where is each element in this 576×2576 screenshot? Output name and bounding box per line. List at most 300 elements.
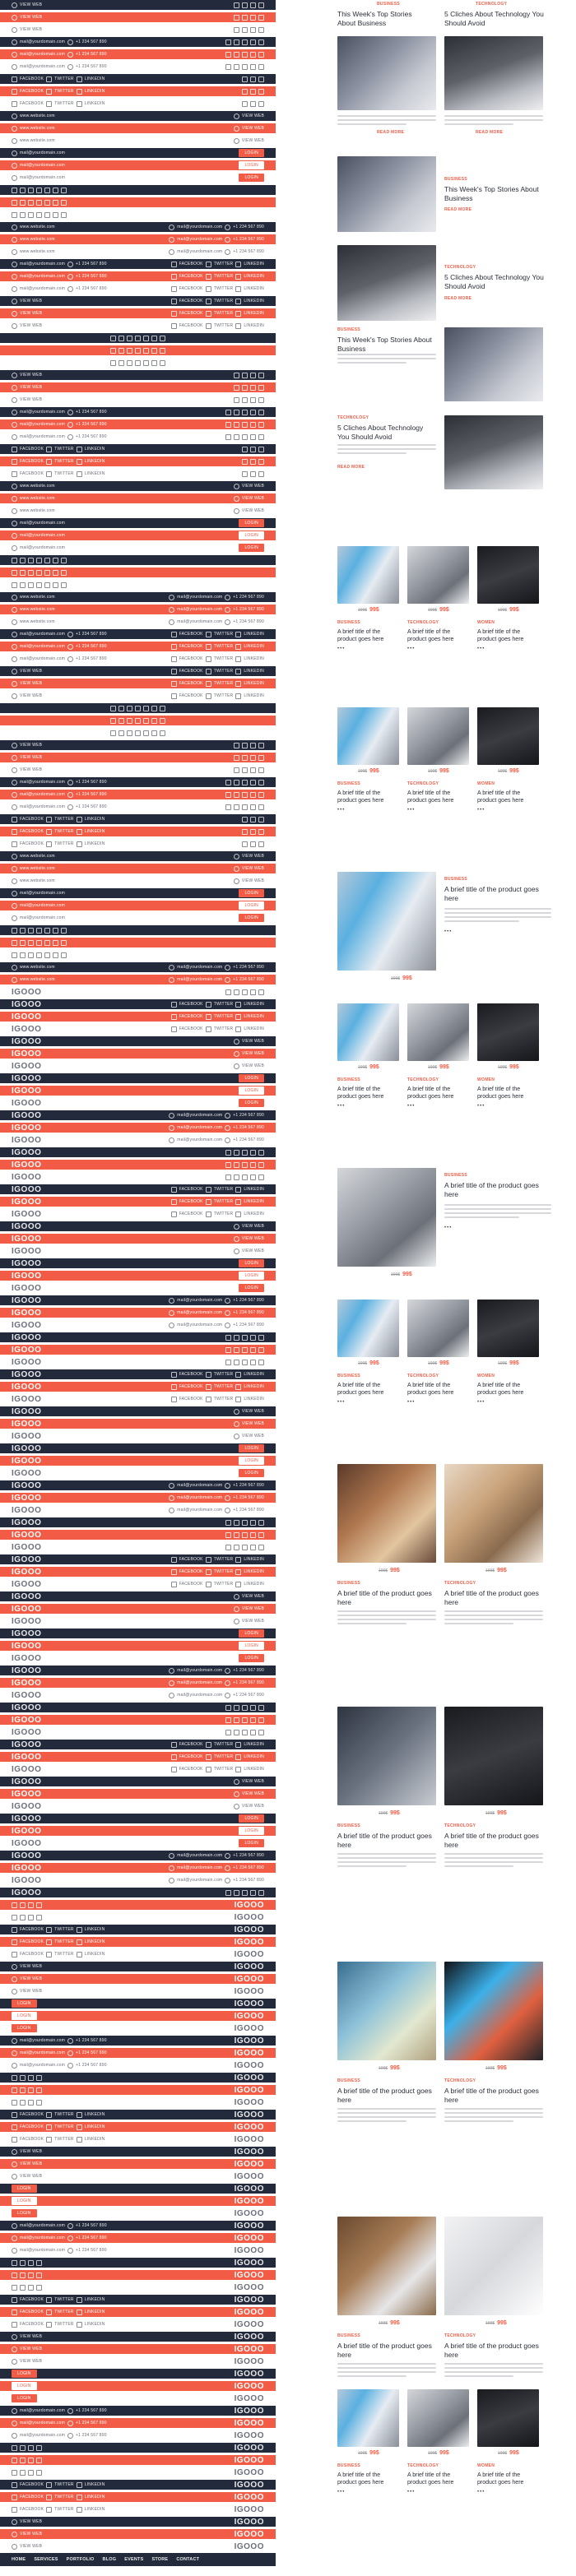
post-title[interactable]: A brief title of the product goes here (407, 1383, 454, 1396)
phone-link[interactable]: +1 234 567 890 (233, 249, 264, 254)
linkedin-icon[interactable] (235, 1557, 241, 1563)
email-link[interactable]: mail@yourdomain.com (177, 619, 223, 624)
linkedin-icon[interactable] (250, 767, 256, 773)
phone-link[interactable]: +1 234 567 890 (76, 2433, 107, 2438)
twitter-link[interactable]: TWITTER (54, 1939, 74, 1944)
twitter-link[interactable]: TWITTER (54, 1952, 74, 1957)
twitter-link[interactable]: TWITTER (213, 286, 234, 291)
view-web-link[interactable]: VIEW WEB (241, 114, 264, 118)
linkedin-link[interactable]: LINKEDIN (244, 299, 264, 303)
arrow-icon[interactable] (12, 693, 17, 699)
read-more-link[interactable]: READ MORE (444, 296, 472, 301)
twitter-icon[interactable] (206, 286, 211, 292)
linkedin-icon[interactable] (28, 2075, 34, 2081)
facebook-icon[interactable] (171, 1372, 177, 1378)
view-web-link[interactable]: VIEW WEB (241, 1594, 264, 1599)
facebook-link[interactable]: FACEBOOK (20, 2112, 44, 2117)
twitter-icon[interactable] (20, 200, 26, 206)
twitter-icon[interactable] (206, 656, 211, 662)
twitter-icon[interactable] (250, 101, 256, 107)
linkedin-link[interactable]: LINKEDIN (244, 1014, 264, 1019)
facebook-icon[interactable] (12, 2507, 17, 2513)
arrow-icon[interactable] (12, 373, 17, 378)
twitter-link[interactable]: TWITTER (54, 2507, 74, 2512)
login-button[interactable]: LOGIN (239, 531, 264, 540)
twitter-icon[interactable] (20, 2273, 26, 2278)
facebook-icon[interactable] (12, 2482, 17, 2488)
twitter-icon[interactable] (206, 693, 211, 699)
twitter-icon[interactable] (46, 2112, 52, 2118)
twitter-icon[interactable] (46, 2482, 52, 2488)
phone-link[interactable]: +1 234 567 890 (233, 1137, 264, 1142)
arrow-icon[interactable] (234, 126, 239, 132)
linkedin-icon[interactable] (242, 1347, 248, 1353)
rss-icon[interactable] (160, 718, 165, 724)
pinterest-icon[interactable] (53, 940, 58, 946)
facebook-icon[interactable] (225, 792, 231, 798)
twitter-icon[interactable] (234, 1360, 239, 1365)
facebook-link[interactable]: FACEBOOK (20, 76, 44, 81)
linkedin-icon[interactable] (235, 669, 241, 674)
twitter-link[interactable]: TWITTER (213, 1582, 234, 1587)
instagram-icon[interactable] (250, 1174, 256, 1180)
twitter-icon[interactable] (46, 2495, 52, 2500)
twitter-icon[interactable] (46, 2507, 52, 2513)
linkedin-icon[interactable] (242, 422, 248, 428)
linkedin-icon[interactable] (235, 1026, 241, 1032)
rss-icon[interactable] (61, 570, 67, 576)
pinterest-icon[interactable] (53, 582, 58, 588)
linkedin-icon[interactable] (77, 76, 82, 82)
twitter-link[interactable]: TWITTER (213, 1372, 234, 1377)
facebook-icon[interactable] (110, 706, 116, 711)
twitter-icon[interactable] (20, 940, 26, 946)
website-link[interactable]: www.website.com (20, 854, 55, 859)
twitter-icon[interactable] (206, 323, 211, 329)
menu-item-events[interactable]: EVENTS (124, 2557, 144, 2562)
twitter-icon[interactable] (20, 212, 26, 218)
category-label[interactable]: TECHNOLOGY (407, 1077, 439, 1082)
twitter-icon[interactable] (234, 52, 239, 58)
email-link[interactable]: mail@yourdomain.com (177, 1508, 223, 1513)
linkedin-link[interactable]: LINKEDIN (84, 2507, 105, 2512)
login-button[interactable]: LOGIN (239, 1272, 264, 1280)
twitter-icon[interactable] (234, 64, 239, 70)
linkedin-icon[interactable] (77, 1952, 82, 1957)
facebook-icon[interactable] (12, 447, 17, 452)
website-link[interactable]: www.website.com (20, 249, 55, 254)
twitter-icon[interactable] (20, 570, 26, 576)
facebook-icon[interactable] (12, 940, 17, 946)
facebook-link[interactable]: FACEBOOK (20, 101, 44, 106)
pinterest-icon[interactable] (151, 718, 157, 724)
phone-link[interactable]: +1 234 567 890 (76, 410, 107, 415)
arrow-icon[interactable] (12, 1976, 17, 1982)
facebook-icon[interactable] (234, 767, 239, 773)
linkedin-icon[interactable] (250, 385, 256, 391)
twitter-link[interactable]: TWITTER (213, 323, 234, 328)
facebook-link[interactable]: FACEBOOK (20, 2495, 44, 2500)
facebook-icon[interactable] (12, 829, 17, 835)
facebook-icon[interactable] (234, 373, 239, 378)
twitter-link[interactable]: TWITTER (54, 2495, 74, 2500)
twitter-link[interactable]: TWITTER (54, 2112, 74, 2117)
youtube-icon[interactable] (44, 200, 50, 206)
twitter-link[interactable]: TWITTER (213, 1397, 234, 1402)
view-web-link[interactable]: VIEW WEB (20, 1964, 43, 1969)
login-button[interactable]: LOGIN (239, 1086, 264, 1095)
view-web-link[interactable]: VIEW WEB (241, 1779, 264, 1784)
twitter-icon[interactable] (206, 1212, 211, 1217)
arrow-icon[interactable] (12, 1964, 17, 1970)
view-web-link[interactable]: VIEW WEB (241, 1051, 264, 1056)
menu-item-blog[interactable]: BLOG (102, 2557, 117, 2562)
linkedin-icon[interactable] (235, 1742, 241, 1748)
linkedin-icon[interactable] (28, 1902, 34, 1908)
instagram-icon[interactable] (135, 718, 141, 724)
facebook-icon[interactable] (12, 2260, 17, 2266)
view-web-link[interactable]: VIEW WEB (20, 2, 43, 7)
facebook-icon[interactable] (12, 2075, 17, 2081)
email-link[interactable]: mail@yourdomain.com (20, 903, 66, 908)
instagram-icon[interactable] (258, 397, 264, 403)
youtube-icon[interactable] (44, 188, 50, 193)
instagram-icon[interactable] (250, 1360, 256, 1365)
instagram-icon[interactable] (36, 2273, 42, 2278)
linkedin-icon[interactable] (28, 2260, 34, 2266)
facebook-icon[interactable] (225, 1717, 231, 1723)
linkedin-icon[interactable] (242, 52, 248, 58)
phone-link[interactable]: +1 234 567 890 (76, 632, 107, 637)
phone-link[interactable]: +1 234 567 890 (76, 2063, 107, 2068)
login-button[interactable]: LOGIN (239, 1654, 264, 1662)
facebook-icon[interactable] (12, 570, 17, 576)
linkedin-icon[interactable] (77, 841, 82, 847)
facebook-icon[interactable] (225, 989, 231, 995)
twitter-link[interactable]: TWITTER (54, 829, 74, 834)
email-link[interactable]: mail@yourdomain.com (20, 2235, 66, 2240)
youtube-icon[interactable] (258, 1730, 264, 1735)
website-link[interactable]: www.website.com (20, 126, 55, 131)
view-web-link[interactable]: VIEW WEB (20, 2347, 43, 2351)
email-link[interactable]: mail@yourdomain.com (177, 1693, 223, 1698)
linkedin-icon[interactable] (235, 299, 241, 304)
instagram-icon[interactable] (250, 792, 256, 798)
linkedin-icon[interactable] (77, 2322, 82, 2328)
login-button[interactable]: LOGIN (12, 2197, 37, 2205)
login-button[interactable]: LOGIN (12, 2209, 37, 2217)
arrow-icon[interactable] (12, 2174, 17, 2180)
twitter-icon[interactable] (20, 2075, 26, 2081)
facebook-link[interactable]: FACEBOOK (20, 2310, 44, 2314)
post-title[interactable]: A brief title of the product goes here (444, 1181, 539, 1198)
arrow-icon[interactable] (12, 299, 17, 304)
twitter-icon[interactable] (234, 804, 239, 810)
linkedin-icon[interactable] (235, 656, 241, 662)
linkedin-icon[interactable] (235, 1199, 241, 1205)
instagram-icon[interactable] (135, 360, 141, 366)
facebook-icon[interactable] (171, 1212, 177, 1217)
email-link[interactable]: mail@yourdomain.com (177, 1137, 223, 1142)
facebook-link[interactable]: FACEBOOK (179, 299, 203, 303)
pinterest-icon[interactable] (151, 706, 157, 711)
youtube-icon[interactable] (258, 1347, 264, 1353)
facebook-icon[interactable] (12, 188, 17, 193)
facebook-icon[interactable] (12, 2445, 17, 2451)
arrow-icon[interactable] (12, 767, 17, 773)
category-label[interactable]: TECHNOLOGY (407, 2463, 439, 2468)
linkedin-icon[interactable] (28, 188, 34, 193)
instagram-icon[interactable] (36, 582, 42, 588)
instagram-icon[interactable] (36, 2445, 42, 2451)
login-button[interactable]: LOGIN (12, 2185, 37, 2193)
twitter-icon[interactable] (118, 360, 124, 366)
facebook-link[interactable]: FACEBOOK (179, 1187, 203, 1192)
email-link[interactable]: mail@yourdomain.com (20, 163, 66, 168)
facebook-icon[interactable] (225, 52, 231, 58)
phone-link[interactable]: +1 234 567 890 (76, 39, 107, 44)
login-button[interactable]: LOGIN (239, 149, 264, 157)
facebook-icon[interactable] (225, 1360, 231, 1365)
read-more-link[interactable]: READ MORE (337, 465, 365, 470)
youtube-icon[interactable] (143, 706, 149, 711)
facebook-icon[interactable] (12, 2495, 17, 2500)
linkedin-icon[interactable] (28, 2273, 34, 2278)
linkedin-link[interactable]: LINKEDIN (84, 76, 105, 81)
rss-icon[interactable] (160, 706, 165, 711)
facebook-icon[interactable] (12, 212, 17, 218)
twitter-link[interactable]: TWITTER (54, 841, 74, 846)
facebook-link[interactable]: FACEBOOK (179, 669, 203, 674)
category-label[interactable]: BUSINESS (337, 2333, 360, 2338)
pinterest-icon[interactable] (151, 360, 157, 366)
linkedin-link[interactable]: LINKEDIN (244, 1754, 264, 1759)
email-link[interactable]: mail@yourdomain.com (20, 2421, 66, 2425)
website-link[interactable]: www.website.com (20, 508, 55, 513)
twitter-link[interactable]: TWITTER (213, 262, 234, 266)
linkedin-icon[interactable] (250, 755, 256, 761)
linkedin-icon[interactable] (250, 15, 256, 21)
twitter-icon[interactable] (118, 730, 124, 736)
twitter-icon[interactable] (206, 311, 211, 317)
post-title[interactable]: A brief title of the product goes here (444, 885, 539, 902)
instagram-icon[interactable] (250, 434, 256, 440)
category-label[interactable]: BUSINESS (337, 1374, 360, 1378)
view-web-link[interactable]: VIEW WEB (20, 15, 43, 20)
instagram-icon[interactable] (258, 2, 264, 8)
linkedin-icon[interactable] (77, 2507, 82, 2513)
email-link[interactable]: mail@yourdomain.com (20, 2248, 66, 2253)
post-title[interactable]: A brief title of the product goes here (477, 1086, 524, 1100)
twitter-icon[interactable] (206, 1742, 211, 1748)
view-web-link[interactable]: VIEW WEB (241, 484, 264, 489)
facebook-icon[interactable] (171, 323, 177, 329)
facebook-link[interactable]: FACEBOOK (20, 2124, 44, 2129)
twitter-icon[interactable] (118, 336, 124, 341)
youtube-icon[interactable] (258, 804, 264, 810)
phone-link[interactable]: +1 234 567 890 (76, 286, 107, 291)
instagram-icon[interactable] (250, 1890, 256, 1896)
facebook-link[interactable]: FACEBOOK (20, 2322, 44, 2327)
facebook-icon[interactable] (12, 1927, 17, 1933)
twitter-icon[interactable] (206, 1557, 211, 1563)
linkedin-link[interactable]: LINKEDIN (84, 447, 105, 452)
email-link[interactable]: mail@yourdomain.com (177, 1495, 223, 1500)
linkedin-icon[interactable] (28, 2458, 34, 2463)
instagram-icon[interactable] (36, 1902, 42, 1908)
login-button[interactable]: LOGIN (239, 1469, 264, 1477)
view-web-link[interactable]: VIEW WEB (20, 397, 43, 402)
twitter-icon[interactable] (20, 582, 26, 588)
website-link[interactable]: www.website.com (20, 138, 55, 143)
facebook-icon[interactable] (171, 1002, 177, 1008)
facebook-icon[interactable] (225, 1347, 231, 1353)
post-title[interactable]: A brief title of the product goes here (477, 790, 524, 804)
login-button[interactable]: LOGIN (12, 2370, 37, 2378)
view-web-link[interactable]: VIEW WEB (241, 1434, 264, 1439)
arrow-icon[interactable] (12, 2149, 17, 2155)
facebook-link[interactable]: FACEBOOK (20, 1927, 44, 1932)
linkedin-link[interactable]: LINKEDIN (244, 656, 264, 661)
twitter-icon[interactable] (46, 471, 52, 477)
twitter-icon[interactable] (234, 1335, 239, 1341)
youtube-icon[interactable] (143, 730, 149, 736)
view-web-link[interactable]: VIEW WEB (241, 1606, 264, 1611)
rss-icon[interactable] (160, 730, 165, 736)
rss-icon[interactable] (61, 952, 67, 958)
facebook-link[interactable]: FACEBOOK (179, 311, 203, 316)
post-title[interactable]: A brief title of the product goes here (407, 629, 454, 642)
post-title[interactable]: A brief title of the product goes here (337, 2087, 432, 2104)
post-title[interactable]: 5 Cliches About Technology You Should Avoid (444, 273, 544, 290)
rss-icon[interactable] (61, 212, 67, 218)
twitter-icon[interactable] (206, 1002, 211, 1008)
twitter-icon[interactable] (250, 829, 256, 835)
rss-icon[interactable] (61, 928, 67, 934)
youtube-icon[interactable] (44, 582, 50, 588)
twitter-icon[interactable] (206, 632, 211, 637)
facebook-icon[interactable] (234, 2, 239, 8)
twitter-icon[interactable] (242, 27, 248, 33)
facebook-icon[interactable] (12, 471, 17, 477)
linkedin-link[interactable]: LINKEDIN (244, 1026, 264, 1031)
twitter-icon[interactable] (46, 101, 52, 107)
view-web-link[interactable]: VIEW WEB (20, 2334, 43, 2339)
linkedin-icon[interactable] (242, 1890, 248, 1896)
login-button[interactable]: LOGIN (239, 901, 264, 910)
instagram-icon[interactable] (258, 755, 264, 761)
facebook-icon[interactable] (234, 27, 239, 33)
phone-link[interactable]: +1 234 567 890 (76, 2248, 107, 2253)
login-button[interactable]: LOGIN (12, 1999, 37, 2008)
instagram-icon[interactable] (36, 2075, 42, 2081)
twitter-icon[interactable] (242, 397, 248, 403)
email-link[interactable]: mail@yourdomain.com (20, 2223, 66, 2228)
twitter-link[interactable]: TWITTER (54, 2310, 74, 2314)
facebook-icon[interactable] (171, 1742, 177, 1748)
twitter-icon[interactable] (234, 39, 239, 45)
twitter-link[interactable]: TWITTER (54, 2124, 74, 2129)
arrow-icon[interactable] (234, 496, 239, 502)
website-link[interactable]: www.website.com (20, 595, 55, 600)
linkedin-link[interactable]: LINKEDIN (84, 2322, 105, 2327)
twitter-link[interactable]: TWITTER (213, 632, 234, 637)
post-title[interactable]: A brief title of the product goes here (407, 2472, 454, 2486)
email-link[interactable]: mail@yourdomain.com (20, 915, 66, 920)
category-label[interactable]: BUSINESS (377, 2, 400, 7)
arrow-icon[interactable] (12, 27, 17, 33)
linkedin-icon[interactable] (242, 1150, 248, 1156)
linkedin-icon[interactable] (250, 27, 256, 33)
youtube-icon[interactable] (44, 940, 50, 946)
facebook-icon[interactable] (12, 558, 17, 563)
facebook-icon[interactable] (225, 1545, 231, 1550)
linkedin-link[interactable]: LINKEDIN (244, 1187, 264, 1192)
read-more-link[interactable]: READ MORE (476, 130, 504, 135)
view-web-link[interactable]: VIEW WEB (241, 138, 264, 143)
facebook-icon[interactable] (171, 681, 177, 687)
phone-link[interactable]: +1 234 567 890 (233, 1853, 264, 1858)
linkedin-icon[interactable] (235, 1384, 241, 1390)
login-button[interactable]: LOGIN (239, 889, 264, 897)
linkedin-link[interactable]: LINKEDIN (84, 2112, 105, 2117)
twitter-icon[interactable] (20, 2087, 26, 2093)
linkedin-link[interactable]: LINKEDIN (84, 2137, 105, 2142)
facebook-icon[interactable] (110, 360, 116, 366)
youtube-icon[interactable] (258, 410, 264, 415)
email-link[interactable]: mail@yourdomain.com (177, 237, 223, 242)
linkedin-link[interactable]: LINKEDIN (244, 1212, 264, 1216)
email-link[interactable]: mail@yourdomain.com (20, 151, 66, 155)
instagram-icon[interactable] (250, 780, 256, 785)
facebook-icon[interactable] (12, 200, 17, 206)
facebook-link[interactable]: FACEBOOK (179, 1212, 203, 1216)
linkedin-icon[interactable] (235, 681, 241, 687)
youtube-icon[interactable] (258, 1360, 264, 1365)
instagram-icon[interactable] (258, 743, 264, 748)
login-button[interactable]: LOGIN (239, 174, 264, 182)
read-more-link[interactable]: READ MORE (377, 130, 405, 135)
instagram-icon[interactable] (250, 1705, 256, 1711)
email-link[interactable]: mail@yourdomain.com (20, 521, 66, 526)
linkedin-icon[interactable] (77, 2124, 82, 2130)
twitter-link[interactable]: TWITTER (213, 1742, 234, 1747)
login-button[interactable]: LOGIN (239, 1074, 264, 1082)
linkedin-icon[interactable] (242, 1730, 248, 1735)
twitter-icon[interactable] (234, 1150, 239, 1156)
phone-link[interactable]: +1 234 567 890 (233, 1878, 264, 1883)
email-link[interactable]: mail@yourdomain.com (20, 533, 66, 538)
linkedin-icon[interactable] (28, 2445, 34, 2451)
category-label[interactable]: TECHNOLOGY (407, 1374, 439, 1378)
facebook-icon[interactable] (171, 632, 177, 637)
view-web-link[interactable]: VIEW WEB (20, 693, 43, 698)
twitter-icon[interactable] (46, 817, 52, 822)
facebook-icon[interactable] (171, 669, 177, 674)
arrow-icon[interactable] (12, 2519, 17, 2525)
arrow-icon[interactable] (234, 1791, 239, 1797)
category-label[interactable]: TECHNOLOGY (444, 265, 476, 270)
arrow-icon[interactable] (234, 854, 239, 859)
facebook-icon[interactable] (242, 459, 248, 465)
facebook-icon[interactable] (225, 780, 231, 785)
linkedin-icon[interactable] (250, 2, 256, 8)
twitter-link[interactable]: TWITTER (54, 89, 74, 94)
linkedin-link[interactable]: LINKEDIN (84, 101, 105, 106)
twitter-icon[interactable] (206, 1767, 211, 1772)
linkedin-link[interactable]: LINKEDIN (244, 1742, 264, 1747)
phone-link[interactable]: +1 234 567 890 (233, 1865, 264, 1870)
